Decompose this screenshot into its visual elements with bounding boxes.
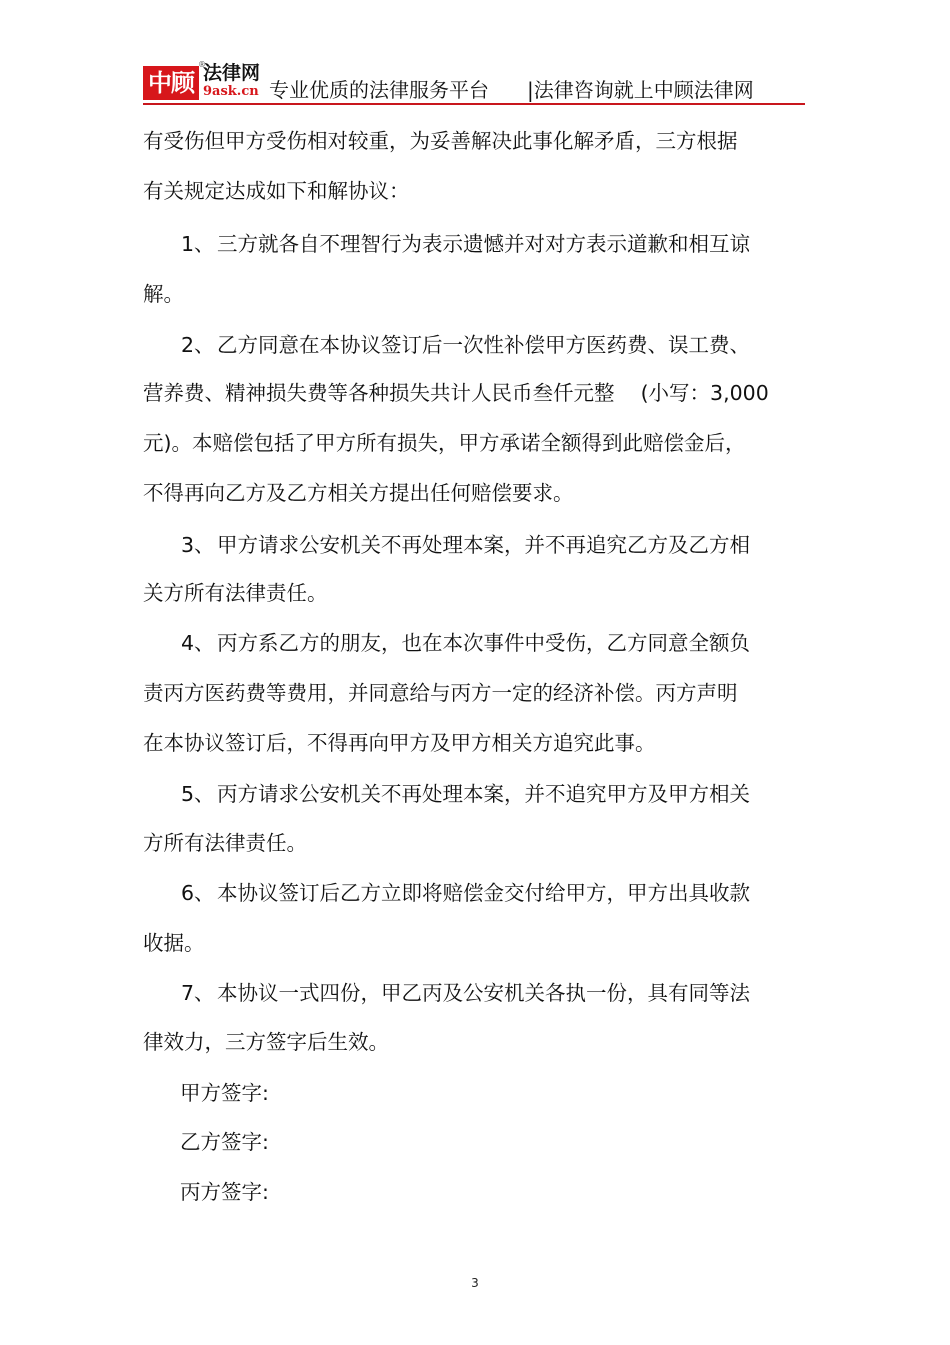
clause-4-line: 在本协议签订后，不得再向甲方及甲方相关方追究此事。 — [143, 731, 656, 755]
clause-number: 6、 — [181, 881, 215, 905]
intro-line: 有受伤但甲方受伤相对较重，为妥善解决此事化解矛盾，三方根据 — [143, 129, 738, 153]
clause-3-line: 关方所有法律责任。 — [143, 581, 328, 605]
clause-2-line: 营养费、精神损失费等各种损失共计人民币叁仟元整 (小写：3,000 — [143, 381, 769, 405]
header-slogan: |法律咨询就上中顾法律网 — [527, 78, 754, 102]
logo-registered-mark: ® — [198, 60, 206, 69]
signature-party-c: 丙方签字: — [180, 1180, 269, 1204]
page-header — [143, 62, 805, 106]
clause-text: 丙方系乙方的朋友，也在本次事件中受伤，乙方同意全额负 — [217, 631, 750, 655]
clause-1-line — [181, 231, 750, 257]
logo-mark: 中顾 — [143, 66, 199, 100]
clause-text: 丙方请求公安机关不再处理本案，并不追究甲方及甲方相关 — [217, 782, 750, 806]
clause-number: 1、 — [181, 232, 215, 256]
clause-text: 本协议签订后乙方立即将赔偿金交付给甲方，甲方出具收款 — [217, 881, 750, 905]
logo-url: 9ask.cn — [203, 84, 259, 99]
clause-2-line — [181, 332, 750, 358]
clause-5-line — [181, 781, 750, 807]
header-tagline: 专业优质的法律服务平台 — [269, 78, 489, 102]
site-logo[interactable] — [143, 62, 263, 102]
clause-number: 5、 — [181, 782, 215, 806]
signature-party-a: 甲方签字: — [180, 1081, 269, 1105]
clause-4-line: 责丙方医药费等费用，并同意给与丙方一定的经济补偿。丙方声明 — [143, 681, 738, 705]
clause-4-line — [181, 630, 750, 656]
header-divider — [143, 103, 805, 105]
clause-7-line — [181, 980, 750, 1006]
clause-text: 甲方请求公安机关不再处理本案，并不再追究乙方及乙方相 — [217, 533, 750, 557]
clause-number: 3、 — [181, 533, 215, 557]
clause-text: 本协议一式四份，甲乙丙及公安机关各执一份，具有同等法 — [217, 981, 750, 1005]
logo-name: 法律网 — [203, 62, 261, 84]
clause-text: 三方就各自不理智行为表示遗憾并对对方表示道歉和相互谅 — [217, 232, 750, 256]
clause-text: 乙方同意在本协议签订后一次性补偿甲方医药费、误工费、 — [217, 333, 750, 357]
clause-number: 4、 — [181, 631, 215, 655]
signature-party-b: 乙方签字: — [180, 1130, 269, 1154]
clause-6-line — [181, 880, 750, 906]
page-number: 3 — [471, 1276, 479, 1290]
clause-1-line: 解。 — [143, 282, 184, 306]
clause-2-line: 元)。本赔偿包括了甲方所有损失，甲方承诺全额得到此赔偿金后， — [143, 431, 746, 455]
clause-2-line: 不得再向乙方及乙方相关方提出任何赔偿要求。 — [143, 481, 574, 505]
clause-3-line — [181, 532, 750, 558]
clause-number: 2、 — [181, 333, 215, 357]
intro-line: 有关规定达成如下和解协议： — [143, 179, 410, 203]
clause-5-line: 方所有法律责任。 — [143, 831, 307, 855]
clause-7-line: 律效力，三方签字后生效。 — [143, 1030, 389, 1054]
clause-number: 7、 — [181, 981, 215, 1005]
clause-6-line: 收据。 — [143, 931, 205, 955]
